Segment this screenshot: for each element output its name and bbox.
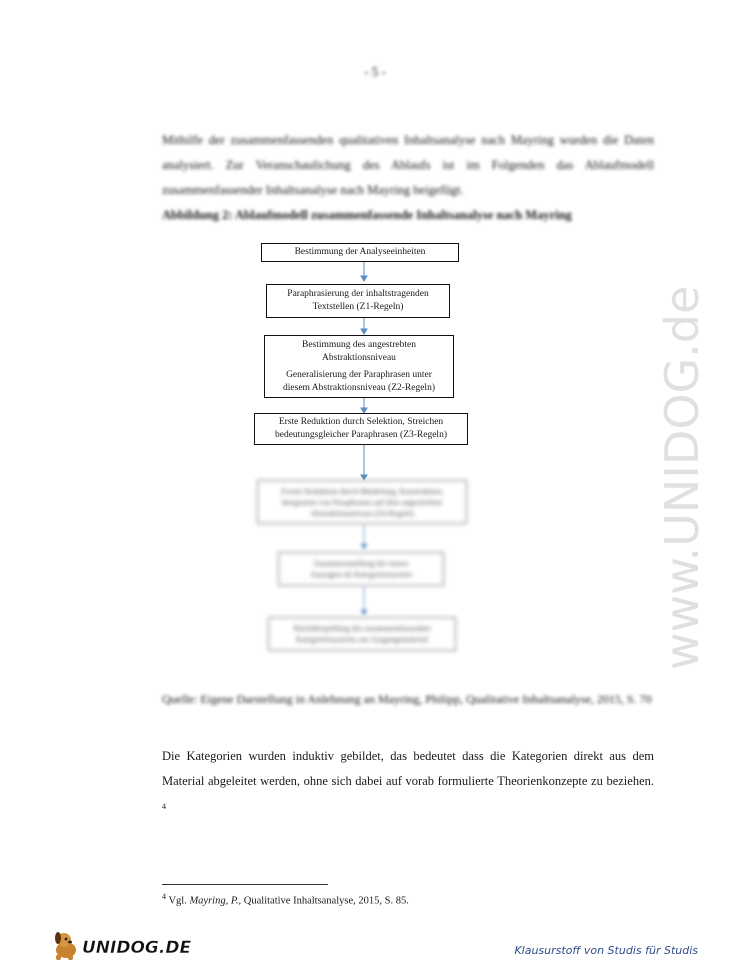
figure-source: Quelle: Eigene Darstellung in Anlehnung an Mayring, Philipp, Qualitative Inhaltsanalyse, 2015, S. 70 <box>162 692 652 706</box>
logo-text: UNIDOG.DE <box>82 938 192 958</box>
flow-arrow-head <box>361 329 367 334</box>
flow-step-3: Bestimmung des angestrebten Abstraktionsniveau Generalisierung der Paraphrasen unter diesem Abstraktionsniveau (Z2-Regeln) <box>264 335 454 398</box>
flow-step-5: Zweite Reduktion durch Bündelung, Konstruktion, Integration von Paraphrasen auf dem angestrebten Abstraktionsniveau (Z4-Regeln) <box>257 480 467 524</box>
figure-title: Abbildung 2: Ablaufmodell zusammenfassende Inhaltsanalyse nach Mayring <box>162 208 572 222</box>
dog-mascot-icon <box>50 928 192 962</box>
flow-step-1: Bestimmung der Analyseeinheiten <box>261 243 459 262</box>
flow-step-7: Rücküberprüfung des zusammenfassenden Kategoriensystems am Ausgangsmaterial <box>268 617 456 651</box>
intro-paragraph: Mithilfe der zusammenfassenden qualitativen Inhaltsanalyse nach Mayring wurden die Daten analysiert. Zur Veranschaulichung des Ablaufs ist im Folgenden das Ablaufmodell zusammenfassender Inhaltsanalyse nach Mayring beigefügt. <box>162 133 654 197</box>
flow-arrow-head <box>361 544 367 549</box>
page-number: - 5 - <box>364 64 386 79</box>
flow-step-2: Paraphrasierung der inhaltstragenden Textstellen (Z1-Regeln) <box>266 284 450 318</box>
watermark <box>620 250 730 680</box>
body-text: Die Kategorien wurden induktiv gebildet, das bedeutet dass die Kategorien direkt aus dem Material abgeleitet werden, ohne sich dabei auf vorab formulierte Theorienkonzepte zu beziehen. <box>162 749 654 788</box>
footnote-ref: 4 <box>162 802 166 811</box>
footnote-author: Mayring, P., <box>189 895 242 907</box>
footnote-divider <box>162 884 328 885</box>
flow-arrow-head <box>361 276 367 281</box>
body-paragraph <box>162 744 654 823</box>
footnote-rest: Qualitative Inhaltsanalyse, 2015, S. 85. <box>241 895 409 907</box>
flow-step-6: Zusammenstellung der neuen Aussagen als Kategoriensystem <box>278 552 444 586</box>
watermark-text: www.UNIDOG.de <box>655 285 709 670</box>
unidog-logo <box>50 928 192 962</box>
footnote <box>162 892 409 907</box>
footnote-marker: 4 <box>162 892 166 901</box>
footnote-prefix: Vgl. <box>168 895 190 907</box>
footer-tagline: Klausurstoff von Studis für Studis <box>514 944 698 957</box>
flow-step-4: Erste Reduktion durch Selektion, Streichen bedeutungsgleicher Paraphrasen (Z3-Regeln) <box>254 413 468 445</box>
flow-arrow-head <box>361 610 367 615</box>
